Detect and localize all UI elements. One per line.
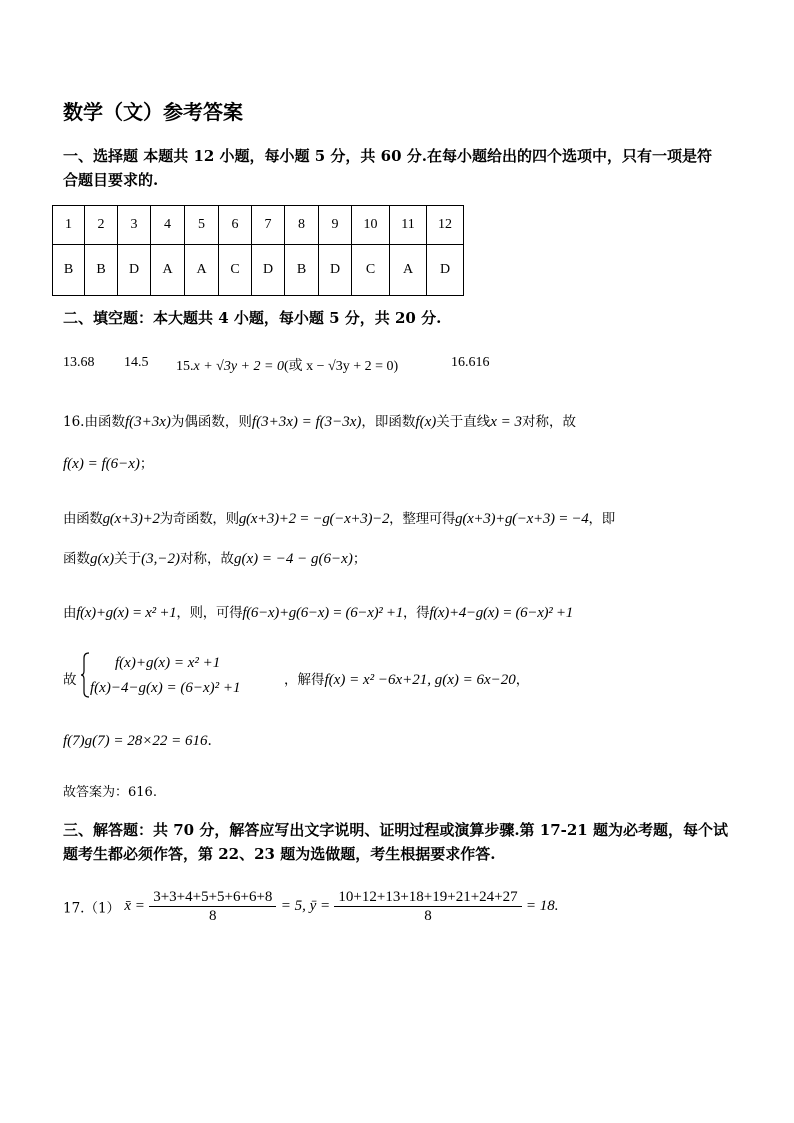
solution-16-line-4 <box>63 547 366 568</box>
text-fragment: 由 <box>63 605 77 621</box>
answer-cell: B <box>53 245 85 296</box>
answer-cell: D <box>252 245 285 296</box>
answer-table <box>52 205 464 296</box>
math-expression: f(x) = x² −6x+21, g(x) = 6x−20 <box>324 672 516 688</box>
text-fragment: ； <box>139 456 154 472</box>
math-expression: g(x) = −4 − g(6−x) <box>234 551 353 567</box>
fill-answer-15-prefix: 15. <box>176 359 194 374</box>
fraction-xbar <box>149 888 276 925</box>
math-expression: f(x)+g(x) = x² +1 <box>76 605 177 621</box>
math-expression: g(x+3)+2 = −g(−x+3)−2 <box>238 511 390 527</box>
text-fragment: 16.由函数 <box>63 414 125 430</box>
fraction-denominator: 8 <box>424 908 432 924</box>
solution-16-final <box>63 733 212 750</box>
answer-cell: D <box>427 245 464 296</box>
text-fragment: . <box>207 733 212 749</box>
system-equation-2 <box>90 680 240 697</box>
page-title: 数学（文）参考答案 <box>63 100 243 124</box>
text-fragment: 函数 <box>63 551 90 567</box>
answer-cell: B <box>85 245 118 296</box>
question-number-cell: 7 <box>252 206 285 245</box>
question-number-cell: 1 <box>53 206 85 245</box>
math-expression: = 18. <box>525 898 559 914</box>
answer-cell: C <box>219 245 252 296</box>
text-fragment: 关于 <box>114 551 142 567</box>
solution-16-line-2 <box>63 452 153 473</box>
answer-cell: D <box>319 245 352 296</box>
system-equation-1 <box>115 655 220 672</box>
text-fragment: ，即函数 <box>361 414 416 430</box>
math-expression: (3,−2) <box>141 551 181 567</box>
fill-answer-16: 16.616 <box>451 355 490 370</box>
fraction-ybar <box>334 888 521 925</box>
question-number-cell: 5 <box>185 206 219 245</box>
fraction-numerator: 3+3+4+5+5+6+6+8 <box>149 888 276 907</box>
answer-cell: B <box>285 245 319 296</box>
text-fragment: 对称，故 <box>180 551 235 567</box>
math-expression: f(3+3x) <box>124 414 171 430</box>
fill-answer-15 <box>176 355 398 375</box>
solution-16-line-1 <box>63 410 576 431</box>
math-expression: x̄ = <box>124 898 145 914</box>
math-expression: f(7)g(7) = 28×22 = 616 <box>63 733 208 749</box>
question-number-cell: 11 <box>390 206 427 245</box>
question-number-cell: 9 <box>319 206 352 245</box>
section-2-heading: 二、填空题：本大题共 4 小题，每小题 5 分，共 20 分. <box>63 309 442 327</box>
answer-cell: A <box>151 245 185 296</box>
math-expression: f(x)+g(x) = x² +1 <box>115 655 221 671</box>
text-fragment: 为奇函数，则 <box>159 511 239 527</box>
solution-16-result <box>284 668 529 689</box>
question-number-cell: 10 <box>352 206 390 245</box>
math-expression: x = 3 <box>490 414 523 430</box>
section-1-heading-line-2: 合题目要求的. <box>63 171 159 189</box>
text-fragment: 关于直线 <box>436 414 491 430</box>
text-fragment: ，得 <box>402 605 430 621</box>
text-fragment: ， <box>515 672 530 688</box>
fraction-numerator: 10+12+13+18+19+21+24+27 <box>334 888 521 907</box>
math-expression: = 5, ȳ = <box>280 898 331 914</box>
solution-16-therefore: 故 <box>63 672 77 688</box>
answer-cell: D <box>118 245 151 296</box>
answer-cell: A <box>390 245 427 296</box>
q17-part-1 <box>63 888 559 925</box>
text-fragment: ，解得 <box>284 672 325 688</box>
section-1-heading-line-1: 一、选择题 本题共 12 小题，每小题 5 分，共 60 分.在每小题给出的四个选项中，只有一项是符 <box>63 147 712 165</box>
math-expression: g(x) <box>90 551 115 567</box>
fill-answer-13: 13.68 <box>63 355 95 370</box>
text-fragment: 为偶函数，则 <box>170 414 252 430</box>
text-fragment: ； <box>352 551 367 567</box>
math-expression: f(x)+4−g(x) = (6−x)² +1 <box>429 605 573 621</box>
section-3-heading-line-1: 三、解答题：共 70 分，解答应写出文字说明、证明过程或演算步骤.第 17-21 题为必考题，每个试 <box>63 821 728 839</box>
fraction-denominator: 8 <box>209 908 217 924</box>
fill-answer-15-equation: x + √3y + 2 = 0 <box>193 359 284 374</box>
text-fragment: ，即 <box>588 511 615 527</box>
question-number-cell: 2 <box>85 206 118 245</box>
answer-cell: A <box>185 245 219 296</box>
fill-answer-15-alternative: (或 x − √3y + 2 = 0) <box>283 359 399 374</box>
text-fragment: 对称，故 <box>522 414 577 430</box>
question-number-cell: 4 <box>151 206 185 245</box>
text-fragment: 由函数 <box>63 511 103 527</box>
math-expression: f(x)−4−g(x) = (6−x)² +1 <box>90 680 241 696</box>
math-expression: f(x) <box>415 414 437 430</box>
solution-16-answer: 故答案为：616. <box>63 785 157 800</box>
answer-row <box>53 245 464 296</box>
solution-16-line-3 <box>63 507 615 528</box>
question-number-cell: 6 <box>219 206 252 245</box>
fill-answer-14: 14.5 <box>124 355 149 370</box>
section-3-heading-line-2: 题考生都必须作答，第 22、23 题为选做题，考生根据要求作答. <box>63 845 496 863</box>
question-number-cell: 3 <box>118 206 151 245</box>
solution-16-line-5 <box>63 601 573 622</box>
left-brace-icon <box>80 652 90 698</box>
text-fragment: ，则，可得 <box>176 605 243 621</box>
text-fragment: ，整理可得 <box>389 511 456 527</box>
question-number-row <box>53 206 464 245</box>
math-expression: f(6−x)+g(6−x) = (6−x)² +1 <box>242 605 403 621</box>
math-expression: f(3+3x) = f(3−3x) <box>251 414 362 430</box>
q17-label: 17.（1） <box>63 900 121 917</box>
math-expression: f(x) = f(6−x) <box>63 456 140 472</box>
math-expression: g(x+3)+g(−x+3) = −4 <box>455 511 589 527</box>
question-number-cell: 12 <box>427 206 464 245</box>
math-expression: g(x+3)+2 <box>102 511 160 527</box>
question-number-cell: 8 <box>285 206 319 245</box>
answer-cell: C <box>352 245 390 296</box>
